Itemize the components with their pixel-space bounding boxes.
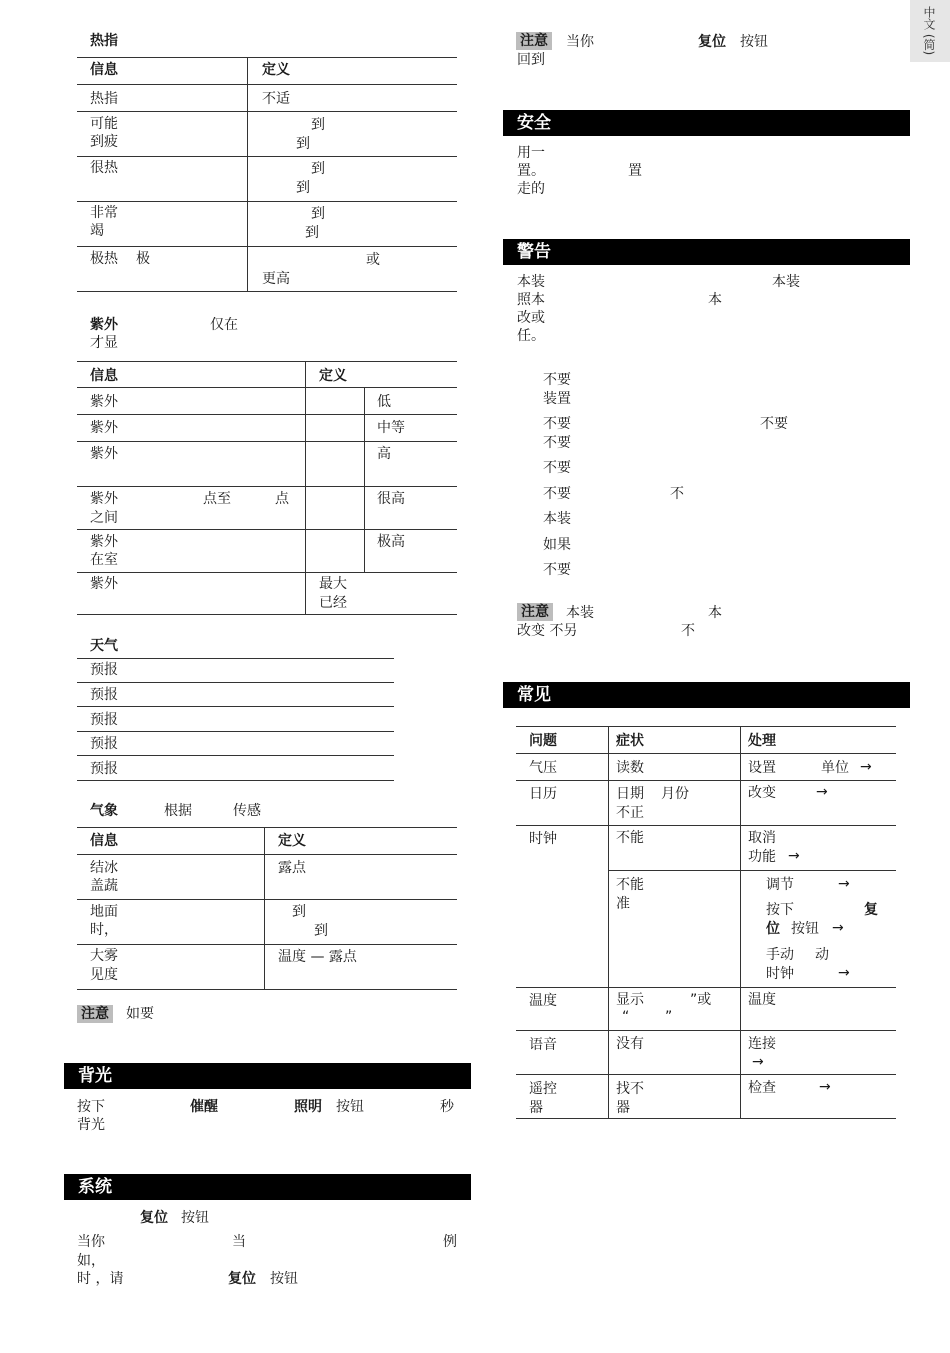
table-cell: 时钟 xyxy=(766,966,794,982)
note-text: 不 xyxy=(681,623,695,639)
table-cell: 非常 xyxy=(90,205,118,221)
light-key-label: 照明 xyxy=(294,1099,322,1115)
note-text: 按钮 xyxy=(740,34,768,50)
table-cell: 到 xyxy=(296,180,310,196)
arrow-right-icon: → xyxy=(752,1054,764,1070)
table-cell: 在室 xyxy=(90,552,118,568)
list-item: 预报 xyxy=(90,736,118,752)
system-text: 按钮 xyxy=(181,1210,209,1226)
table-cell: 见度 xyxy=(90,967,118,983)
arrow-right-icon: → xyxy=(838,876,850,892)
warning-bullet: 装置 xyxy=(543,391,571,407)
table-cell: 到 xyxy=(311,117,325,133)
reset-key-label: 复位 xyxy=(228,1271,256,1287)
warning-bullet: 不要 xyxy=(543,460,571,476)
table-header: 定义 xyxy=(278,833,306,849)
arrow-right-icon: → xyxy=(819,1079,831,1095)
table-cell: 露点 xyxy=(278,860,306,876)
table-cell: 按钮 xyxy=(791,921,819,937)
language-tab-label: 中文 (简) xyxy=(922,6,936,56)
table-cell: 紫外 xyxy=(90,446,118,462)
table-cell: 极高 xyxy=(377,534,405,550)
system-text: 如， xyxy=(77,1253,105,1269)
table-cell: 之间 xyxy=(90,510,118,526)
note-text: 当你 xyxy=(566,34,594,50)
table-cell: 中等 xyxy=(377,420,405,436)
reset-key-label: 复位 xyxy=(698,34,726,50)
safety-text: 走的 xyxy=(517,181,545,197)
table-cell: 语音 xyxy=(529,1037,557,1053)
list-item: 预报 xyxy=(90,761,118,777)
table-header: 信息 xyxy=(90,62,118,78)
table-cell: 温度 xyxy=(529,993,557,1009)
table-cell: 时钟 xyxy=(529,831,557,847)
table-cell: 不能 xyxy=(616,877,644,893)
table-cell: 到 xyxy=(292,904,306,920)
table-header: 定义 xyxy=(319,368,347,384)
table-cell: 已经 xyxy=(319,595,347,611)
table-cell: 手动 xyxy=(766,947,794,963)
table-cell: 没有 xyxy=(616,1036,644,1052)
warning-bullet: 不要 xyxy=(543,435,571,451)
safety-text: 置 xyxy=(628,163,642,179)
uv-intro-text: 才显 xyxy=(90,335,118,351)
table-cell: 器 xyxy=(616,1100,630,1116)
table-header: 定义 xyxy=(262,62,290,78)
table-cell: 不能 xyxy=(616,830,644,846)
table-header: 处理 xyxy=(748,733,776,749)
table-cell: 到疲 xyxy=(90,134,118,150)
table-cell: 遥控 xyxy=(529,1081,557,1097)
warning-bullet: 不要 xyxy=(543,486,571,502)
warning-text: 任。 xyxy=(517,328,545,344)
table-header: 症状 xyxy=(616,733,644,749)
arrow-right-icon: → xyxy=(788,848,800,864)
arrow-right-icon: → xyxy=(816,784,828,800)
system-text: 当你 xyxy=(77,1234,105,1250)
table-cell: 改变 xyxy=(748,785,776,801)
safety-text: 用一 xyxy=(517,145,545,161)
warning-bullet: 不要 xyxy=(760,416,788,432)
note-tag: 注意 xyxy=(517,603,553,621)
table-cell: 盖蔬 xyxy=(90,878,118,894)
table-cell: 不正 xyxy=(616,805,644,821)
table-cell: 单位 xyxy=(821,760,849,776)
table-cell: 最大 xyxy=(319,576,347,592)
table-cell: 大雾 xyxy=(90,948,118,964)
table-cell: 到 xyxy=(311,206,325,222)
table-cell: 可能 xyxy=(90,116,118,132)
weather-title: 天气 xyxy=(90,638,118,654)
warning-text: 本 xyxy=(708,292,722,308)
table-cell: 结冰 xyxy=(90,860,118,876)
warning-text: 本装 xyxy=(517,274,545,290)
backlight-text: 按钮 xyxy=(336,1099,364,1115)
note-text: 本装 xyxy=(566,605,594,621)
warning-bullet: 不要 xyxy=(543,416,571,432)
table-cell: 找不 xyxy=(616,1081,644,1097)
table-cell: 不适 xyxy=(262,91,290,107)
note-tag: 注意 xyxy=(516,32,552,50)
warning-text: 本装 xyxy=(772,274,800,290)
table-cell: 连接 xyxy=(748,1036,776,1052)
table-cell: 高 xyxy=(377,446,391,462)
table-cell: 气压 xyxy=(529,760,557,776)
note-text: 本 xyxy=(708,605,722,621)
table-cell: 点 xyxy=(275,491,289,507)
table-cell: 更高 xyxy=(262,271,290,287)
table-cell: 到 xyxy=(314,923,328,939)
arrow-right-icon: → xyxy=(860,759,872,775)
system-text: 按钮 xyxy=(270,1271,298,1287)
arrow-right-icon: → xyxy=(838,965,850,981)
table-cell: 温度 — 露点 xyxy=(278,949,357,965)
table-cell: 很热 xyxy=(90,160,118,176)
backlight-text: 按下 xyxy=(77,1099,105,1115)
table-cell: 日历 xyxy=(529,786,557,802)
table-cell: 紫外 xyxy=(90,394,118,410)
table-cell: 低 xyxy=(377,394,391,410)
note-text: 如要 xyxy=(126,1006,154,1022)
table-cell: 紫外 xyxy=(90,576,118,592)
table-cell: 功能 xyxy=(748,849,776,865)
warning-bullet: 如果 xyxy=(543,537,571,553)
arrow-right-icon: → xyxy=(832,920,844,936)
warning-heading: 警告 xyxy=(503,239,910,265)
snooze-key-label: 催醒 xyxy=(190,1099,218,1115)
table-cell: 很高 xyxy=(377,491,405,507)
safety-text: 置。 xyxy=(517,163,545,179)
table-cell: 调节 xyxy=(766,877,794,893)
table-cell: 极热 xyxy=(90,251,118,267)
reset-key-label: 复 xyxy=(864,902,878,918)
table-cell: 显示 xyxy=(616,992,644,1008)
table-cell: 准 xyxy=(616,896,630,912)
table-cell: 读数 xyxy=(616,760,644,776)
troubleshooting-heading: 常见 xyxy=(503,682,910,708)
reset-key-label: 位 xyxy=(766,921,780,937)
table-cell: 到 xyxy=(311,161,325,177)
table-cell: 检查 xyxy=(748,1080,776,1096)
table-cell: 按下 xyxy=(766,902,794,918)
language-tab xyxy=(910,0,950,62)
warning-text: 改或 xyxy=(517,310,545,326)
table-cell: 设置 xyxy=(748,760,776,776)
list-item: 预报 xyxy=(90,712,118,728)
table-cell: 点至 xyxy=(203,491,231,507)
table-cell: 日期 xyxy=(616,786,644,802)
table-cell: ” xyxy=(665,1009,673,1025)
table-cell: 极 xyxy=(136,251,150,267)
table-cell: 到 xyxy=(305,225,319,241)
backlight-text: 秒 xyxy=(440,1099,454,1115)
table-cell: 紫外 xyxy=(90,491,118,507)
table-cell: 取消 xyxy=(748,830,776,846)
table-cell: 紫外 xyxy=(90,534,118,550)
warning-bullet: 不 xyxy=(670,486,684,502)
table-cell: 到 xyxy=(296,136,310,152)
system-text: 例 xyxy=(443,1234,457,1250)
table-header: 问题 xyxy=(529,733,557,749)
table-cell: 月份 xyxy=(661,786,689,802)
system-text: 时 ，请 xyxy=(77,1271,124,1287)
list-item: 预报 xyxy=(90,662,118,678)
table-cell: 动 xyxy=(815,947,829,963)
table-cell: 竭 xyxy=(90,223,104,239)
heat-index-title: 热指 xyxy=(90,33,118,49)
system-text: 当 xyxy=(232,1234,246,1250)
table-cell: 或 xyxy=(366,252,380,268)
table-cell: 器 xyxy=(529,1100,543,1116)
table-cell: “ xyxy=(622,1009,630,1025)
table-header: 信息 xyxy=(90,833,118,849)
warning-text: 照本 xyxy=(517,292,545,308)
list-item: 预报 xyxy=(90,687,118,703)
warning-bullet: 不要 xyxy=(543,562,571,578)
table-cell: ”或 xyxy=(690,992,712,1008)
table-cell: 紫外 xyxy=(90,420,118,436)
uv-intro-text: 仅在 xyxy=(210,317,238,333)
table-cell: 热指 xyxy=(90,91,118,107)
backlight-text: 背光 xyxy=(77,1117,105,1133)
table-cell: 地面 xyxy=(90,904,118,920)
safety-heading: 安全 xyxy=(503,110,910,136)
backlight-heading: 背光 xyxy=(64,1063,471,1089)
system-heading: 系统 xyxy=(64,1174,471,1200)
meteo-title: 气象 xyxy=(90,803,118,819)
warning-bullet: 不要 xyxy=(543,372,571,388)
note-tag: 注意 xyxy=(77,1005,113,1023)
table-header: 信息 xyxy=(90,368,118,384)
warning-bullet: 本装 xyxy=(543,511,571,527)
meteo-intro: 根据 xyxy=(164,803,192,819)
table-cell: 温度 xyxy=(748,992,776,1008)
table-cell: 时， xyxy=(90,922,118,938)
note-text: 改变 不另 xyxy=(517,623,578,639)
meteo-intro: 传感 xyxy=(233,803,261,819)
reset-key-label: 复位 xyxy=(140,1210,168,1226)
uv-title: 紫外 xyxy=(90,317,118,333)
note-text: 回到 xyxy=(517,52,545,68)
